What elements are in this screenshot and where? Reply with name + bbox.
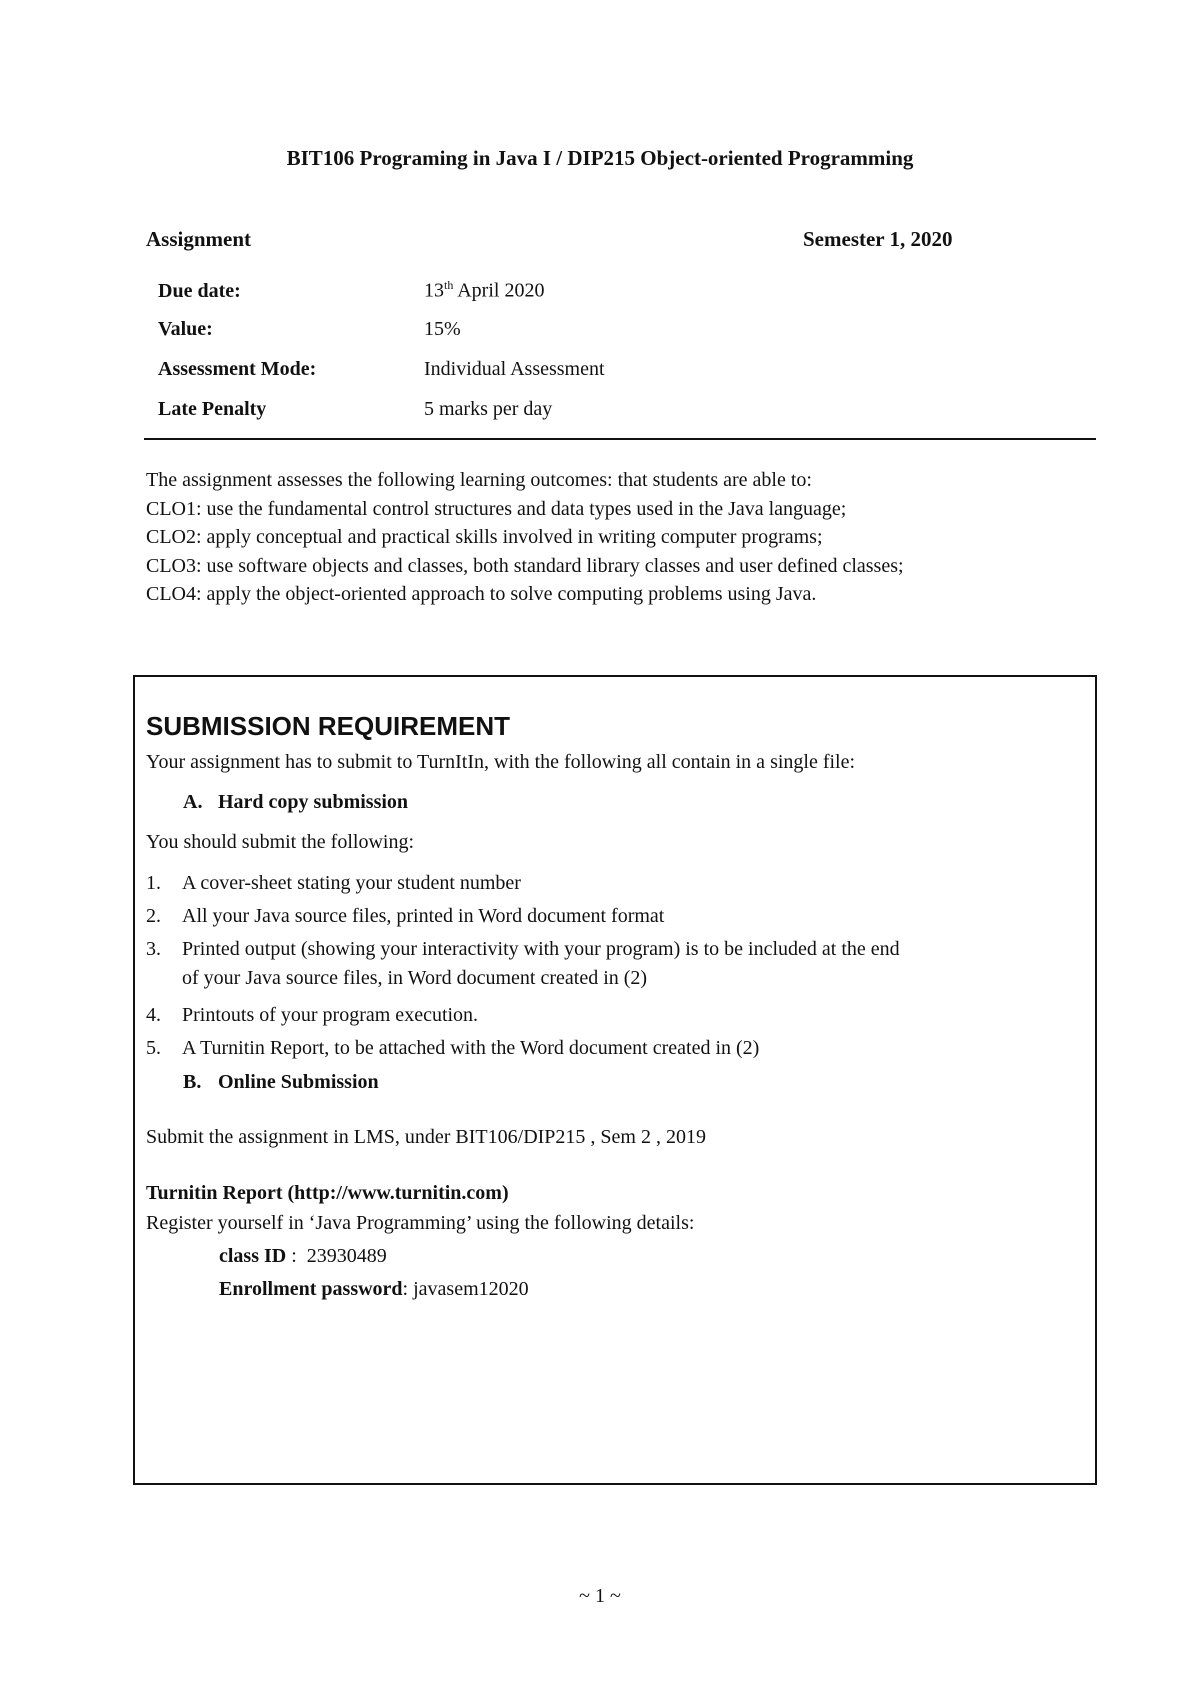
lms-instruction: Submit the assignment in LMS, under BIT106/DIP215 , Sem 2 , 2019 [146,1126,706,1148]
submit-intro: You should submit the following: [146,831,414,853]
outcome-item: CLO3: use software objects and classes, both standard library classes and user defined classes; [146,554,904,577]
list-item [146,1037,759,1060]
info-row-value [158,318,461,341]
register-instruction: Register yourself in ‘Java Programming’ using the following details: [146,1212,695,1234]
due-date-suffix: th [444,278,454,292]
assignment-label: Assignment [146,227,252,251]
section-a-title: Hard copy submission [218,791,409,813]
due-date-day: 13 [424,279,444,302]
outcome-item: CLO1: use the fundamental control structures and data types used in the Java language; [146,497,847,520]
submission-heading: SUBMISSION REQUIREMENT [146,711,511,741]
due-date-label: Due date: [158,279,241,302]
class-id-line [219,1245,387,1268]
submission-intro: Your assignment has to submit to TurnItIn, with the following all contain in a single file: [146,751,856,773]
section-b-letter: B. [183,1071,202,1093]
learning-outcomes [146,466,904,609]
outcomes-intro: The assignment assesses the following learning outcomes: that students are able to: [146,469,812,491]
enrollment-password-separator: : [402,1278,414,1300]
info-row-late-penalty [158,398,552,421]
enrollment-password-line [219,1278,529,1301]
list-text: All your Java source files, printed in Word document format [182,905,665,927]
section-a-letter: A. [183,791,203,813]
list-text: Printouts of your program execution. [182,1004,479,1026]
enrollment-password-label: Enrollment password [219,1278,403,1300]
list-item [146,1004,478,1027]
list-text: Printed output (showing your interactivity with your program) is to be included at the end [182,938,900,960]
class-id-value: 23930489 [306,1245,387,1267]
list-number: 3. [146,938,161,960]
due-date-rest: April 2020 [453,279,545,302]
outcome-item: CLO4: apply the object-oriented approach to solve computing problems using Java. [146,583,817,605]
list-number: 5. [146,1037,161,1059]
header-divider [144,438,1096,440]
list-text-continuation: of your Java source files, in Word document created in (2) [182,967,648,989]
class-id-label: class ID [219,1245,287,1267]
assessment-mode-label: Assessment Mode: [158,358,317,380]
info-row-assessment-mode [158,358,605,381]
section-b-heading [183,1071,379,1094]
value-value: 15% [424,318,461,340]
list-item [146,938,900,961]
list-item [146,872,521,895]
value-label: Value: [158,318,213,340]
list-item [146,905,664,928]
enrollment-password-value: javasem12020 [413,1278,529,1300]
list-text: A Turnitin Report, to be attached with the Word document created in (2) [182,1037,760,1059]
list-number: 2. [146,905,161,927]
section-a-heading [183,791,408,814]
due-date-value [424,278,544,303]
outcome-item: CLO2: apply conceptual and practical skills involved in writing computer programs; [146,526,823,548]
late-penalty-label: Late Penalty [158,398,267,420]
list-text: A cover-sheet stating your student number [182,872,521,894]
info-row-due-date [158,278,544,303]
section-b-title: Online Submission [218,1071,379,1093]
semester-label: Semester 1, 2020 [803,227,953,251]
assessment-mode-value: Individual Assessment [424,358,605,380]
turnitin-heading: Turnitin Report (http://www.turnitin.com) [146,1182,509,1204]
list-number: 4. [146,1004,161,1026]
document-title: BIT106 Programing in Java I / DIP215 Object-oriented Programming [286,146,914,170]
page-number: ~ 1 ~ [579,1585,621,1607]
class-id-separator: : [286,1245,307,1267]
late-penalty-value: 5 marks per day [424,398,553,420]
list-number: 1. [146,872,161,894]
